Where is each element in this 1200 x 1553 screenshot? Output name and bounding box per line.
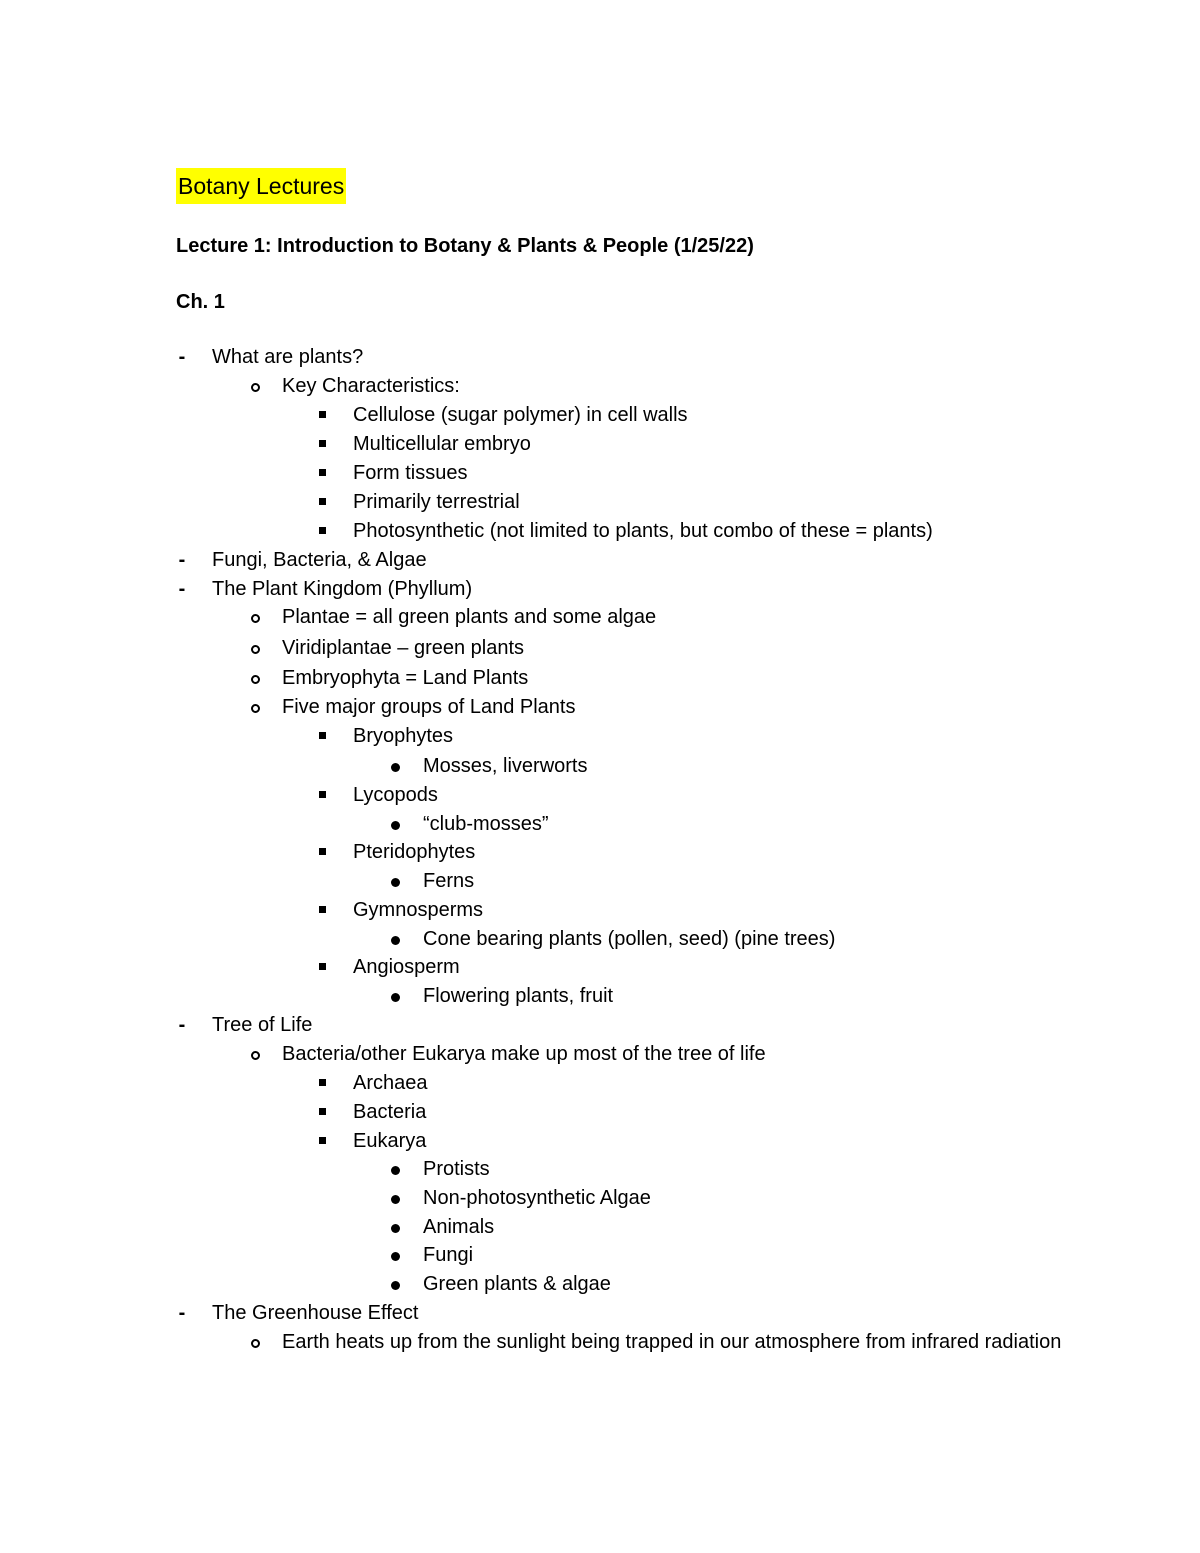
outline-item-level-2: Five major groups of Land Plants <box>282 696 576 718</box>
square-bullet-icon <box>319 963 326 970</box>
outline-item-level-4: Ferns <box>423 870 475 892</box>
dot-bullet-icon <box>391 1195 400 1204</box>
outline-item-level-2: Plantae = all green plants and some algae <box>282 606 657 628</box>
outline-item-level-4: Green plants & algae <box>423 1273 611 1295</box>
dash-bullet-icon: - <box>178 1014 186 1036</box>
square-bullet-icon <box>319 848 326 855</box>
outline-item-level-4: “club-mosses” <box>423 813 549 835</box>
outline-item-level-4: Animals <box>423 1216 495 1238</box>
circle-bullet-icon <box>251 614 260 623</box>
outline-item-level-3: Gymnosperms <box>353 899 484 921</box>
dot-bullet-icon <box>391 1281 400 1290</box>
outline-item-level-1: What are plants? <box>212 346 364 368</box>
outline-item-level-2: Key Characteristics: <box>282 375 460 397</box>
outline-item-level-2: Embryophyta = Land Plants <box>282 667 529 689</box>
outline-item-level-1: Fungi, Bacteria, & Algae <box>212 549 427 571</box>
dot-bullet-icon <box>391 1224 400 1233</box>
circle-bullet-icon <box>251 1339 260 1348</box>
square-bullet-icon <box>319 411 326 418</box>
dash-bullet-icon: - <box>178 346 186 368</box>
outline-item-level-1: The Plant Kingdom (Phyllum) <box>212 578 473 600</box>
dot-bullet-icon <box>391 1166 400 1175</box>
square-bullet-icon <box>319 791 326 798</box>
dot-bullet-icon <box>391 1252 400 1261</box>
chapter-heading: Ch. 1 <box>176 291 225 313</box>
document-title: Botany Lectures <box>176 168 346 204</box>
outline-item-level-4: Cone bearing plants (pollen, seed) (pine trees) <box>423 928 836 950</box>
outline-item-level-3: Bryophytes <box>353 725 454 747</box>
circle-bullet-icon <box>251 383 260 392</box>
dot-bullet-icon <box>391 936 400 945</box>
dot-bullet-icon <box>391 878 400 887</box>
outline-item-level-4: Mosses, liverworts <box>423 755 588 777</box>
square-bullet-icon <box>319 440 326 447</box>
dot-bullet-icon <box>391 821 400 830</box>
outline-item-level-4: Fungi <box>423 1244 474 1266</box>
lecture-heading: Lecture 1: Introduction to Botany & Plants & People (1/25/22) <box>176 235 754 257</box>
square-bullet-icon <box>319 1137 326 1144</box>
outline-item-level-3: Form tissues <box>353 462 468 484</box>
square-bullet-icon <box>319 732 326 739</box>
dot-bullet-icon <box>391 763 400 772</box>
outline-item-level-3: Primarily terrestrial <box>353 491 520 513</box>
outline-item-level-1: The Greenhouse Effect <box>212 1302 419 1324</box>
circle-bullet-icon <box>251 1051 260 1060</box>
outline-item-level-3: Lycopods <box>353 784 438 806</box>
outline-item-level-4: Flowering plants, fruit <box>423 985 614 1007</box>
outline-item-level-3: Cellulose (sugar polymer) in cell walls <box>353 404 688 426</box>
square-bullet-icon <box>319 906 326 913</box>
dash-bullet-icon: - <box>178 1302 186 1324</box>
outline-item-level-3: Eukarya <box>353 1130 427 1152</box>
square-bullet-icon <box>319 469 326 476</box>
square-bullet-icon <box>319 1079 326 1086</box>
outline-item-level-2: Viridiplantae – green plants <box>282 637 525 659</box>
outline-item-level-3: Angiosperm <box>353 956 460 978</box>
outline-item-level-3: Multicellular embryo <box>353 433 531 455</box>
outline-item-level-3: Bacteria <box>353 1101 427 1123</box>
outline-item-level-3: Photosynthetic (not limited to plants, but combo of these = plants) <box>353 520 933 542</box>
square-bullet-icon <box>319 1108 326 1115</box>
outline-item-level-4: Protists <box>423 1158 490 1180</box>
outline-item-level-4: Non-photosynthetic Algae <box>423 1187 651 1209</box>
outline-item-level-3: Archaea <box>353 1072 428 1094</box>
circle-bullet-icon <box>251 704 260 713</box>
dot-bullet-icon <box>391 993 400 1002</box>
outline-item-level-3: Pteridophytes <box>353 841 476 863</box>
dash-bullet-icon: - <box>178 549 186 571</box>
dash-bullet-icon: - <box>178 578 186 600</box>
outline-item-level-2: Earth heats up from the sunlight being trapped in our atmosphere from infrared radiation <box>282 1331 1062 1353</box>
outline-item-level-2: Bacteria/other Eukarya make up most of the tree of life <box>282 1043 766 1065</box>
circle-bullet-icon <box>251 645 260 654</box>
square-bullet-icon <box>319 498 326 505</box>
outline-item-level-1: Tree of Life <box>212 1014 313 1036</box>
circle-bullet-icon <box>251 675 260 684</box>
square-bullet-icon <box>319 527 326 534</box>
